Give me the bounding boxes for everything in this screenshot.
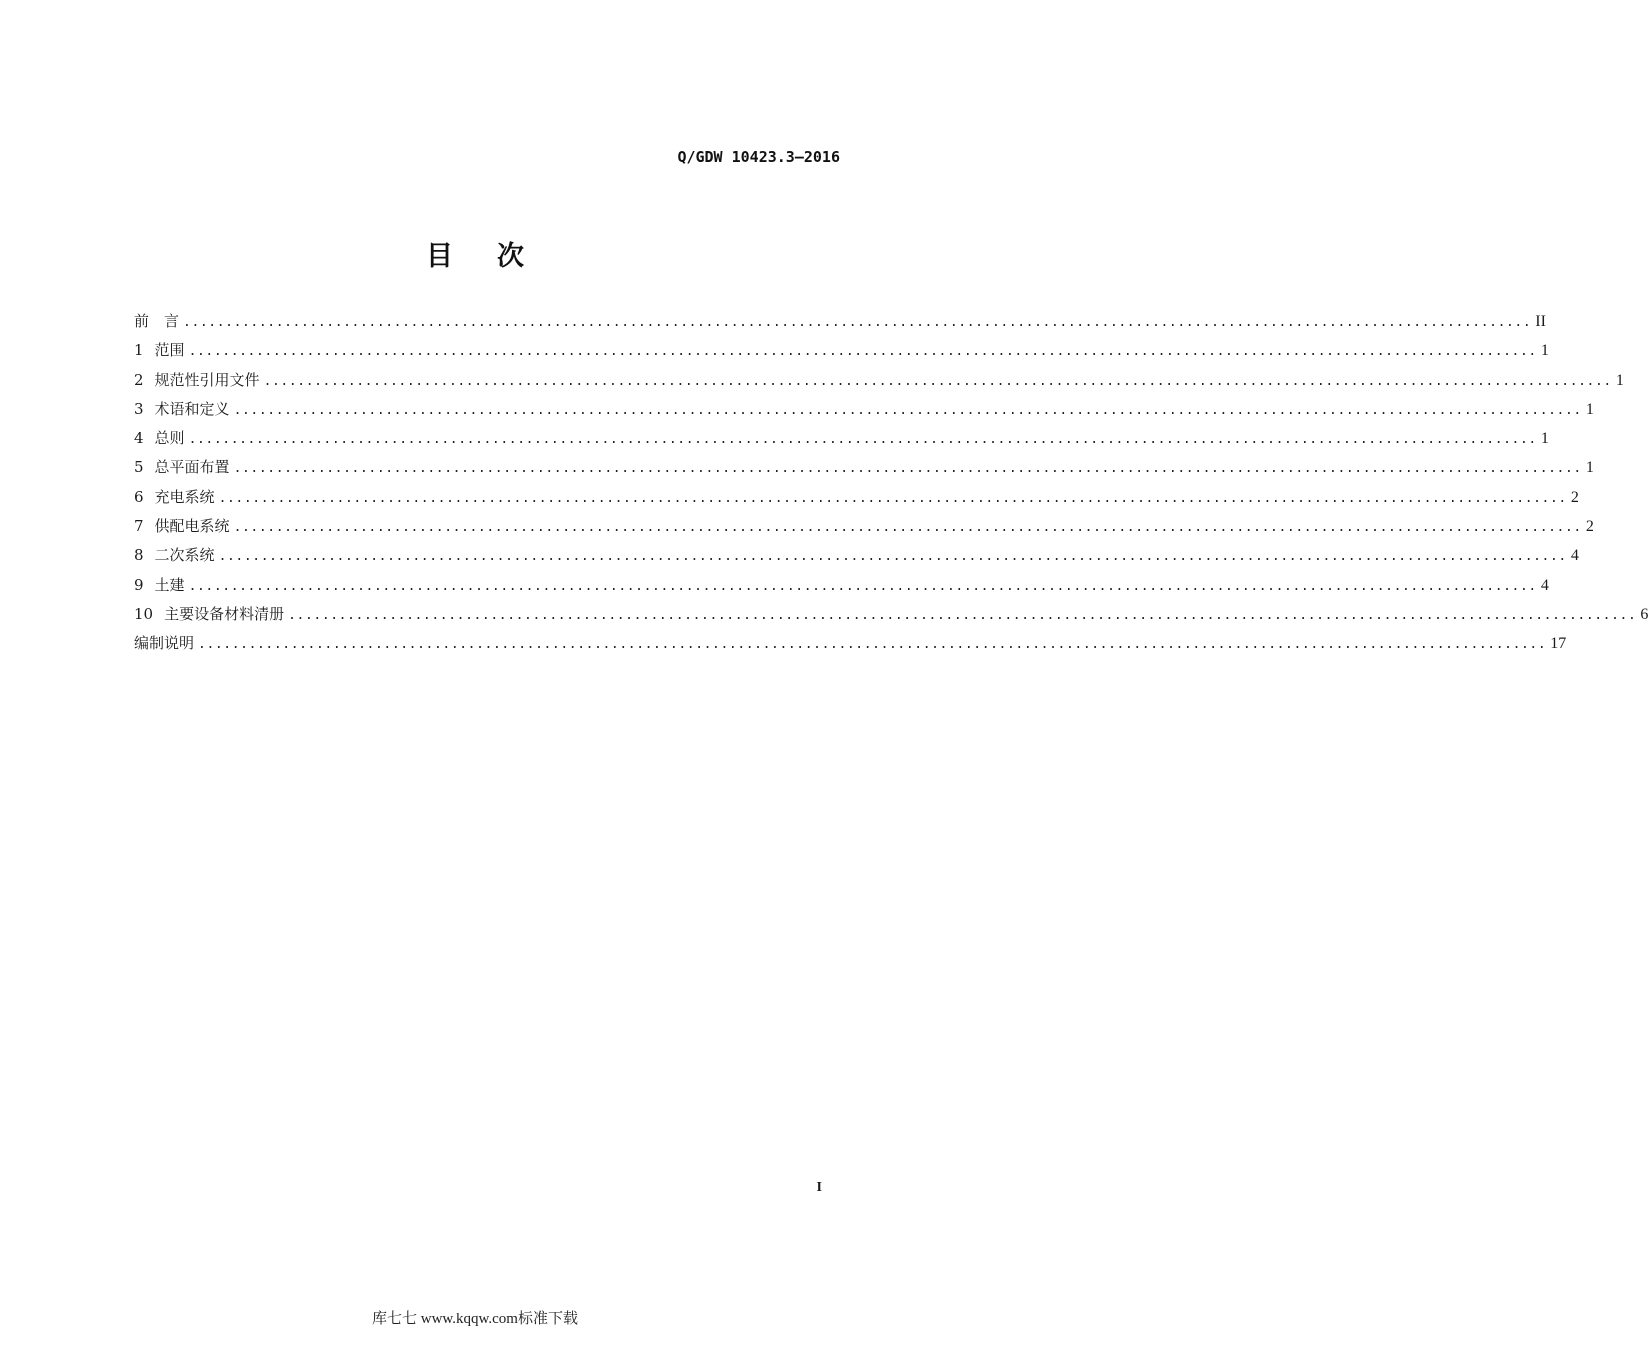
toc-leader-dots: ................................................................................................................................................................ [233, 402, 1582, 418]
toc-entry-number: 1 [134, 341, 144, 360]
toc-entry[interactable] [134, 544, 1579, 573]
toc-entry-label: 术语和定义 [154, 399, 230, 418]
toc-entry[interactable] [134, 398, 1594, 427]
toc-entry-page: 2 [1585, 518, 1594, 536]
toc-entry-page: 1 [1585, 400, 1594, 418]
watermark-text: 库七七 www.kqqw.com标准下载 [372, 1311, 578, 1327]
toc-leader-dots: ................................................................................................................................................................ [183, 315, 1532, 330]
toc-leader-dots: ................................................................................................................................................................ [198, 637, 1547, 653]
toc-entry-label: 总平面布置 [154, 458, 230, 477]
toc-entry-page: 17 [1550, 635, 1567, 653]
toc-entry-label: 前 言 [134, 312, 180, 330]
toc-entry[interactable] [134, 632, 1567, 661]
toc-entry-number: 6 [134, 487, 144, 506]
toc-entry-number: 5 [134, 458, 144, 477]
toc-entry-page: 1 [1615, 371, 1624, 389]
toc-leader-dots: ................................................................................................................................................................ [188, 432, 1537, 448]
toc-leader-dots: ................................................................................................................................................................ [233, 520, 1582, 536]
toc-entry-number: 9 [134, 575, 144, 594]
toc-entry[interactable] [134, 310, 1546, 339]
toc-entry[interactable] [134, 427, 1549, 456]
toc-leader-dots: ................................................................................................................................................................ [188, 578, 1537, 594]
toc-entry-page: 6 [1640, 605, 1648, 623]
toc-leader-dots: ................................................................................................................................................................ [288, 607, 1637, 623]
toc-entry-number: 8 [134, 546, 144, 565]
toc-entry-label: 二次系统 [154, 546, 215, 565]
toc-entry-label: 供配电系统 [154, 517, 230, 536]
toc-entry-number: 7 [134, 517, 144, 536]
page-title-char-2: 次 [497, 241, 524, 272]
toc-entry-label: 充电系统 [154, 487, 215, 506]
toc-entry-page: 1 [1540, 430, 1549, 448]
toc-entry-page: 1 [1585, 459, 1594, 477]
toc-entry-label: 土建 [154, 575, 185, 594]
toc-entry-number: 2 [134, 370, 144, 389]
toc-entry[interactable] [134, 339, 1549, 368]
toc-entry-number: 10 [134, 604, 154, 623]
toc-entry-page: 4 [1570, 547, 1579, 565]
toc-entry[interactable] [134, 486, 1579, 515]
toc-entry[interactable] [134, 456, 1594, 485]
toc-entry-number: 3 [134, 399, 144, 418]
document-code: Q/GDW 10423.3—2016 [677, 148, 840, 166]
toc-entry-label: 主要设备材料清册 [164, 604, 285, 623]
toc-leader-dots: ................................................................................................................................................................ [188, 344, 1537, 360]
toc-entry[interactable] [134, 369, 1624, 398]
page-title [0, 234, 950, 273]
toc-leader-dots: ................................................................................................................................................................ [218, 549, 1567, 565]
toc-entry-label: 范围 [154, 341, 185, 360]
toc-leader-dots: ................................................................................................................................................................ [263, 373, 1612, 389]
page-title-char-1: 目 [426, 241, 453, 272]
toc-entry-label: 规范性引用文件 [154, 370, 260, 389]
toc-entry[interactable] [134, 574, 1549, 603]
toc-entry[interactable] [134, 603, 1648, 632]
toc-entry-page: 1 [1540, 342, 1549, 360]
page-number: I [816, 1180, 822, 1195]
toc-entry[interactable] [134, 515, 1594, 544]
toc-entry-label: 总则 [154, 429, 185, 448]
toc-leader-dots: ................................................................................................................................................................ [218, 490, 1567, 506]
toc-entry-page: II [1535, 313, 1546, 330]
toc-entry-number: 4 [134, 429, 144, 448]
toc-entry-label: 编制说明 [134, 634, 195, 653]
table-of-contents [134, 310, 1648, 662]
toc-entry-page: 4 [1540, 576, 1549, 594]
toc-entry-page: 2 [1570, 488, 1579, 506]
toc-leader-dots: ................................................................................................................................................................ [233, 461, 1582, 477]
